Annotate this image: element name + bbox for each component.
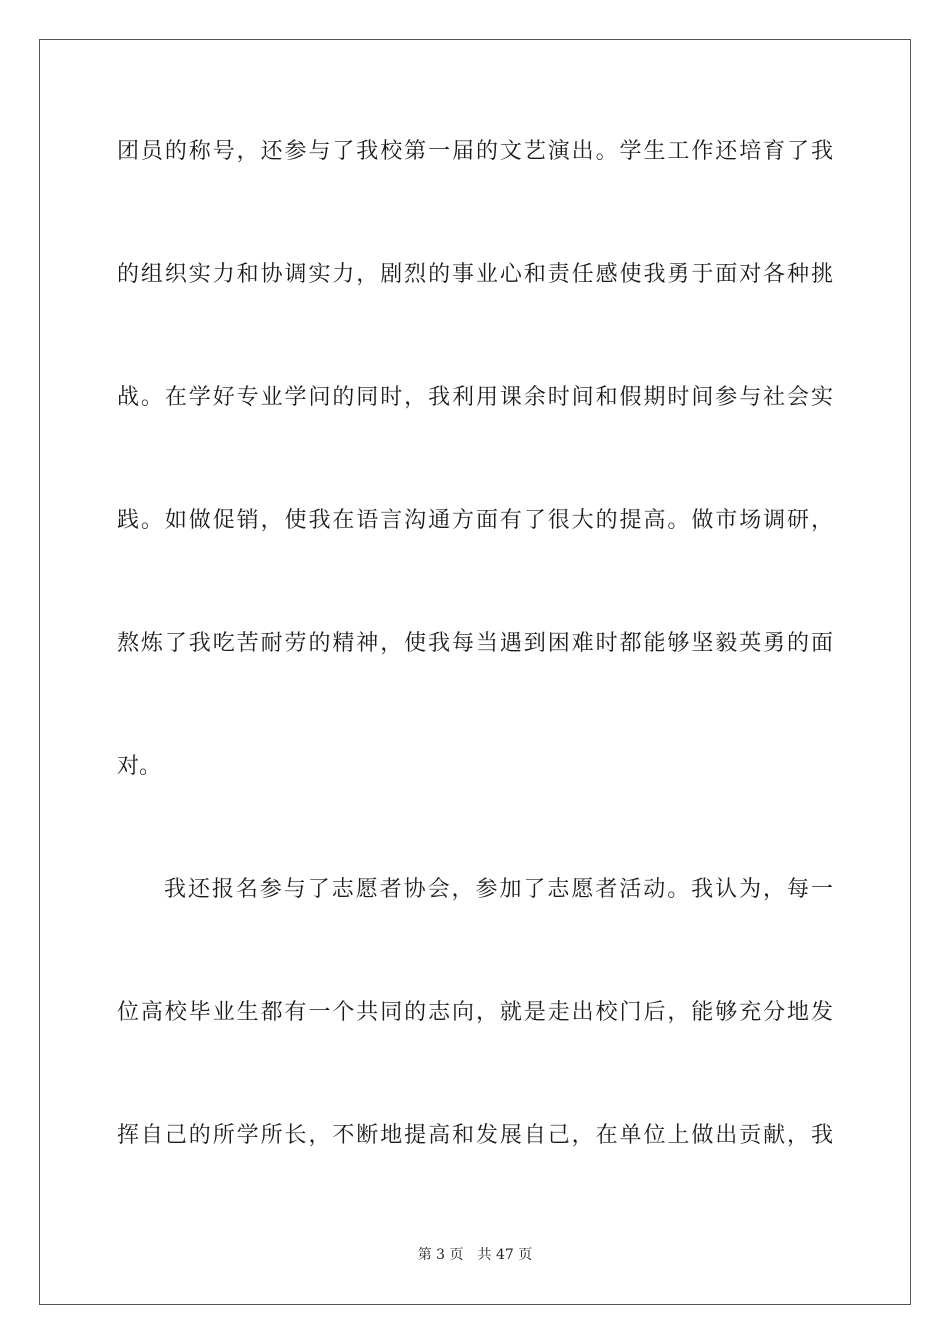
body-line-8: 位高校毕业生都有一个共同的志向，就是走出校门后，能够充分地发: [117, 1000, 833, 1025]
body-line-4: 践。如做促销，使我在语言沟通方面有了很大的提高。做市场调研，: [117, 508, 833, 533]
body-line-9: 挥自己的所学所长，不断地提高和发展自己，在单位上做出贡献，我: [117, 1123, 833, 1148]
body-line-1: 团员的称号，还参与了我校第一届的文艺演出。学生工作还培育了我: [117, 139, 833, 164]
body-line-3: 战。在学好专业学问的同时，我利用课余时间和假期时间参与社会实: [117, 385, 833, 410]
body-line-6: 对。: [117, 754, 162, 779]
body-line-5: 熬炼了我吃苦耐劳的精神，使我每当遇到困难时都能够坚毅英勇的面: [117, 631, 833, 656]
page-number-footer: 第 3 页 共 47 页: [417, 1247, 533, 1263]
body-line-2: 的组织实力和协调实力，剧烈的事业心和责任感使我勇于面对各种挑: [117, 262, 833, 287]
page-frame: [39, 39, 911, 1305]
body-line-7: 我还报名参与了志愿者协会，参加了志愿者活动。我认为，每一: [164, 877, 833, 902]
